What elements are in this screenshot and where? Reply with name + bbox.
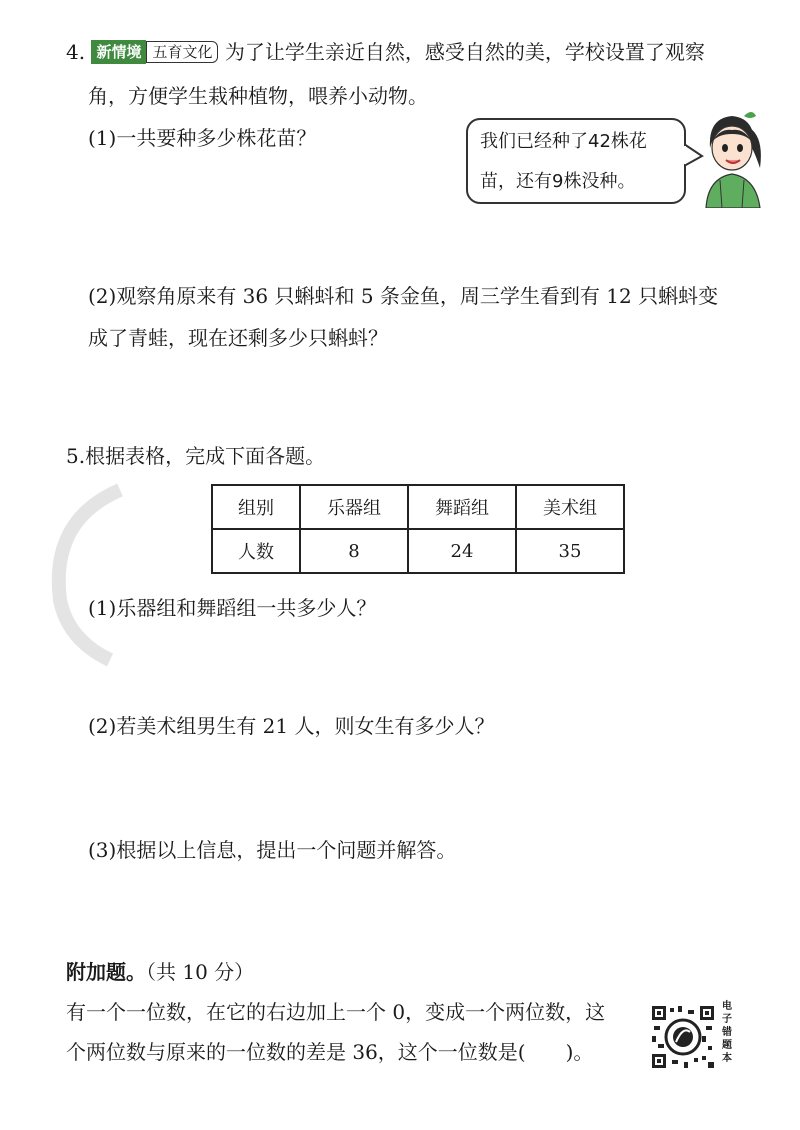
qr-label: 电子错题本 <box>722 1001 732 1064</box>
question-4-sub2-line1: (2)观察角原来有 36 只蝌蚪和 5 条金鱼，周三学生看到有 12 只蝌蚪变 <box>88 284 719 308</box>
table-cell: 35 <box>516 529 624 573</box>
table-cell: 舞蹈组 <box>408 485 516 529</box>
theme-tag: 五育文化 <box>146 41 218 63</box>
qr-code[interactable] <box>650 1004 716 1070</box>
question-5-intro: 5.根据表格，完成下面各题。 <box>66 444 326 468</box>
question-4-intro-line2: 角，方便学生栽种植物，喂养小动物。 <box>88 84 428 108</box>
new-context-tag: 新情境 <box>91 40 146 64</box>
question-5-sub1: (1)乐器组和舞蹈组一共多少人？ <box>88 596 377 620</box>
table-cell: 美术组 <box>516 485 624 529</box>
question-4-intro-line1: 为了让学生亲近自然，感受自然的美，学校设置了观察 <box>224 40 705 64</box>
table-cell: 乐器组 <box>300 485 408 529</box>
question-number: 4. <box>66 40 86 64</box>
question-5-sub3: (3)根据以上信息，提出一个问题并解答。 <box>88 838 457 862</box>
table-cell: 组别 <box>212 485 300 529</box>
bonus-line2: 个两位数与原来的一位数的差是 36，这个一位数是( )。 <box>66 1040 594 1064</box>
table-cell: 8 <box>300 529 408 573</box>
table-row <box>212 529 624 573</box>
question-4-line1 <box>66 38 705 66</box>
question-4-sub2-line2: 成了青蛙，现在还剩多少只蝌蚪？ <box>88 326 388 350</box>
data-table <box>211 484 625 574</box>
bonus-heading <box>66 958 254 986</box>
table-cell: 24 <box>408 529 516 573</box>
bonus-line1: 有一个一位数，在它的右边加上一个 0，变成一个两位数，这 <box>66 1000 606 1024</box>
table-header-row <box>212 485 624 529</box>
question-5-sub2: (2)若美术组男生有 21 人，则女生有多少人？ <box>88 714 495 738</box>
girl-illustration <box>690 108 770 208</box>
question-4-sub1: (1)一共要种多少株花苗？ <box>88 126 317 150</box>
bonus-title: 附加题。 <box>66 960 146 984</box>
bonus-points: （共 10 分） <box>146 960 255 984</box>
speech-bubble <box>466 118 686 204</box>
table-cell: 人数 <box>212 529 300 573</box>
watermark-decoration <box>40 480 140 670</box>
speech-bubble-line1: 我们已经种了42株花 <box>480 131 647 152</box>
speech-bubble-line2: 苗，还有9株没种。 <box>480 171 636 192</box>
